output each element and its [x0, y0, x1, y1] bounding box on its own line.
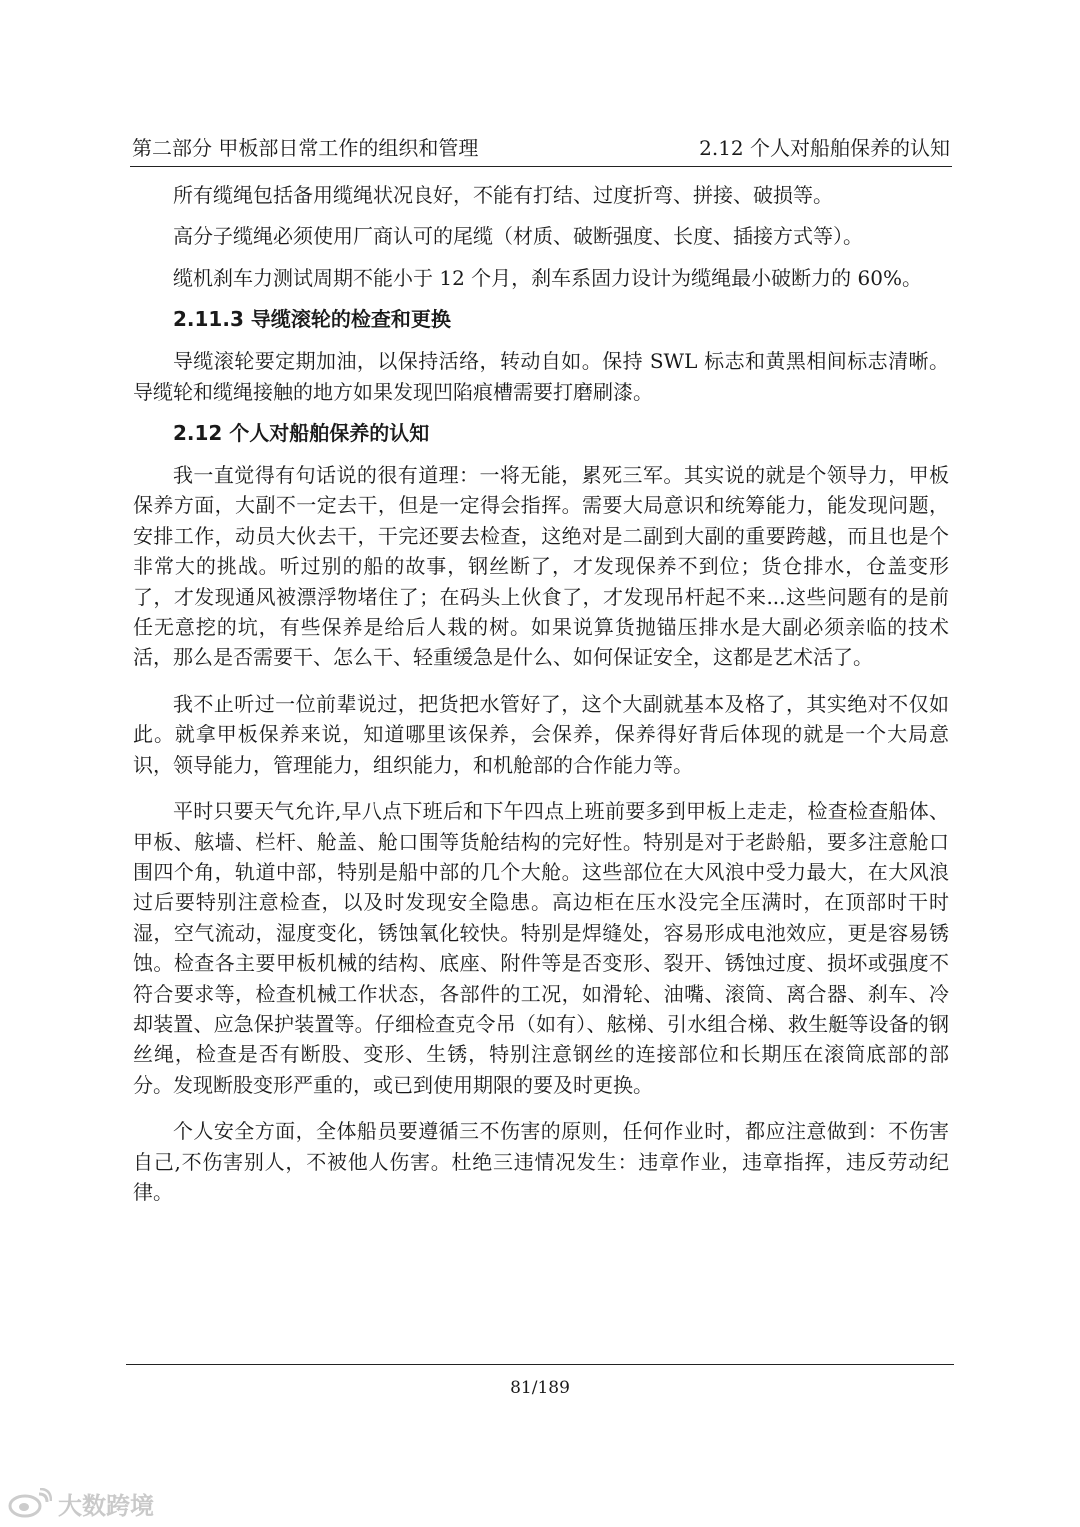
paragraph: 我一直觉得有句话说的很有道理：一将无能，累死三军。其实说的就是个领导力，甲板保养方面，大副不一定去干，但是一定得会指挥。需要大局意识和统筹能力，能发现问题，安排工作，动员大伙去干，干完还要去检查，这绝对是二副到大副的重要跨越，而且也是个非常大的挑战。听过别的船的故事，钢丝断了，才发现保养不到位；货仓排水，仓盖变形了，才发现通风被漂浮物堵住了；在码头上伙食了，才发现吊杆起不来...这些问题有的是前任无意挖的坑，有些保养是给后人栽的树。如果说算货抛锚压排水是大副必须亲临的技术活，那么是否需要干、怎么干、轻重缓急是什么、如何保证安全，这都是艺术活了。 — [133, 463, 949, 670]
paragraph: 平时只要天气允许,早八点下班后和下午四点上班前要多到甲板上走走，检查检查船体、甲板、舷墙、栏杆、舱盖、舱口围等货舱结构的完好性。特别是对于老龄船，要多注意舱口围四个角，轨道中部，特别是船中部的几个大舱。这些部位在大风浪中受力最大，在大风浪过后要特别注意检查，以及时发现安全隐患。高边柜在压水没完全压满时，在顶部时干时湿，空气流动，湿度变化，锈蚀氧化较快。特别是焊缝处，容易形成电池效应，更是容易锈蚀。检查各主要甲板机械的结构、底座、附件等是否变形、裂开、锈蚀过度、损坏或强度不符合要求等，检查机械工作状态，各部件的工况，如滑轮、油嘴、滚筒、离合器、刹车、冷却装置、应急保护装置等。仔细检查克令吊（如有）、舷梯、引水组合梯、救生艇等设备的钢丝绳，检查是否有断股、变形、生锈，特别注意钢丝的连接部位和长期压在滚筒底部的部分。发现断股变形严重的，或已到使用期限的要及时更换。 — [133, 799, 949, 1097]
paragraph: 缆机刹车力测试周期不能小于 12 个月，刹车系固力设计为缆绳最小破断力的 60%。 — [173, 265, 922, 290]
paragraph: 我不止听过一位前辈说过，把货把水管好了，这个大副就基本及格了，其实绝对不仅如此。就拿甲板保养来说，知道哪里该保养，会保养，保养得好背后体现的就是一个大局意识，领导能力，管理能力，组织能力，和机舱部的合作能力等。 — [133, 691, 949, 777]
page-number: 81/189 — [510, 1378, 570, 1398]
section-heading-2-12: 2.12 个人对船舶保养的认知 — [173, 421, 430, 446]
weibo-logo-icon — [8, 1488, 52, 1518]
header-section-title: 2.12 个人对船舶保养的认知 — [699, 136, 950, 160]
section-heading-2-11-3: 2.11.3 导缆滚轮的检查和更换 — [173, 307, 451, 332]
paragraph: 高分子缆绳必须使用厂商认可的尾缆（材质、破断强度、长度、插接方式等）。 — [173, 224, 863, 249]
document-body — [133, 180, 949, 1223]
footer-divider — [126, 1364, 954, 1365]
header-part-title: 第二部分 甲板部日常工作的组织和管理 — [132, 136, 479, 160]
page-header — [130, 128, 952, 167]
paragraph: 导缆滚轮要定期加油，以保持活络，转动自如。保持 SWL 标志和黄黑相间标志清晰。导缆轮和缆绳接触的地方如果发现凹陷痕槽需要打磨刷漆。 — [133, 349, 949, 404]
watermark — [8, 1486, 154, 1520]
watermark-text: 大数跨境 — [58, 1491, 154, 1520]
paragraph: 所有缆绳包括备用缆绳状况良好，不能有打结、过度折弯、拼接、破损等。 — [173, 183, 833, 207]
paragraph: 个人安全方面，全体船员要遵循三不伤害的原则，任何作业时，都应注意做到：不伤害自己,不伤害别人，不被他人伤害。杜绝三违情况发生：违章作业，违章指挥，违反劳动纪律。 — [133, 1119, 949, 1204]
